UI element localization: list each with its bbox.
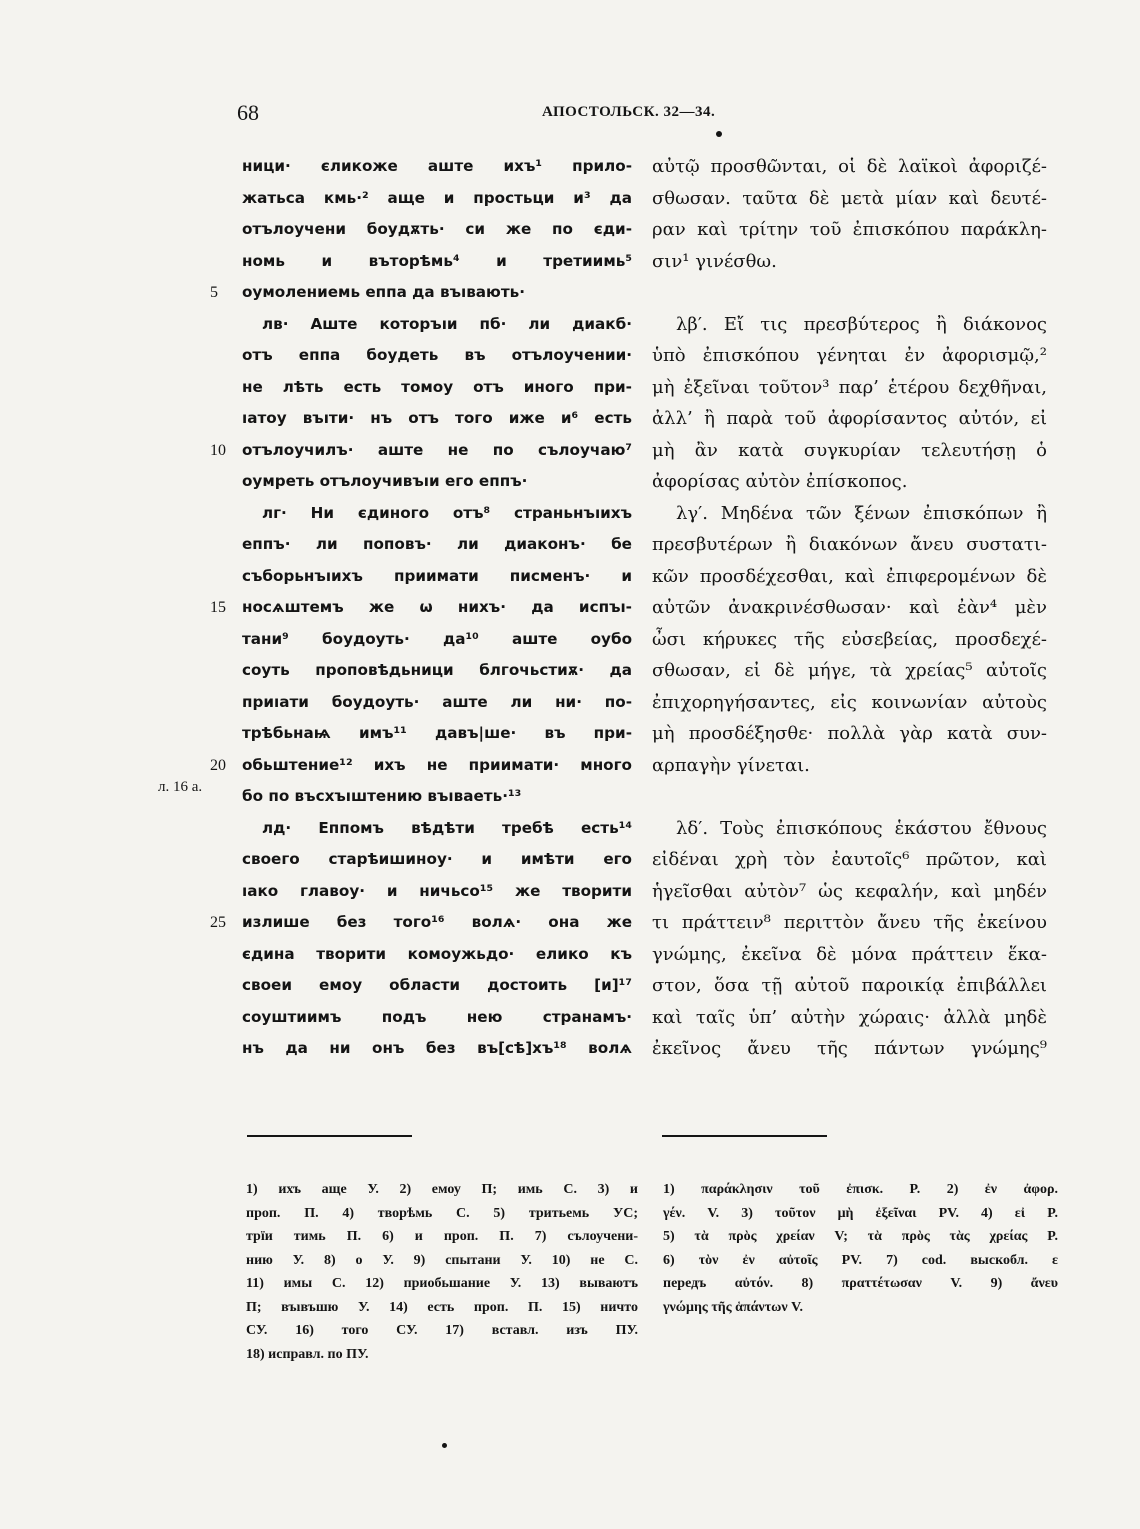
footnote-line: СУ. 16) того СУ. 17) вставл. изъ ПУ. — [246, 1323, 638, 1338]
text-line: τι πράττειν⁸ περιττὸν ἄνευ τῆς ἐκείνου — [652, 912, 1047, 933]
footnote-line: 11) имы С. 12) приобьшание У. 13) вываютъ — [246, 1276, 638, 1291]
line-number: 25 — [210, 914, 226, 931]
text-line: γνώμης, ἐκεῖνα δὲ μόνα πράττειν ἕκα- — [652, 943, 1047, 965]
text-line: носѧштемъ же ѡ нихъ· да испъı- — [242, 598, 632, 616]
text-line: оумолениемь еппа да въıвають· — [242, 283, 526, 301]
text-line: καὶ ταῖς ὑπ’ αὐτὴν χώραις· ἀλλὰ μηδὲ — [652, 1006, 1047, 1028]
text-line: излише без того¹⁶ волѧ· она же — [242, 913, 632, 931]
text-line: трѣбьнаѩ имъ¹¹ давъ|ше· въ при- — [242, 724, 632, 742]
line-number: 5 — [210, 284, 218, 301]
text-line: ἐπιχορηγήσαντες, εἰς κοινωνίαν αὐτοὺς — [652, 691, 1047, 713]
text-line: жатьса кмь·² аще и простьци и³ да — [242, 188, 632, 207]
text-line: ἐκεῖνος ἄνευ τῆς πάντων γνώμης⁹ — [652, 1038, 1047, 1059]
footnote-line: 5) τὰ πρὸς χρείαν V; τὰ πρὸς τὰς χρείας P. — [663, 1229, 1058, 1244]
text-line: не лѣть есть томоу отъ иного при- — [242, 377, 632, 396]
footnote-line: трїи тимь П. 6) и проп. П. 7) сълоучени- — [246, 1229, 638, 1244]
footnote-rule-right — [662, 1135, 827, 1137]
text-line: своего старѣишиноу· и имѣти его — [242, 850, 632, 868]
text-line: тани⁹ боудоуть· да¹⁰ аште оубо — [242, 629, 632, 648]
text-line: номь и въторѣмь⁴ и третиимь⁵ — [242, 251, 632, 270]
text-line: лд· Еппомъ вѣдѣти требѣ есть¹⁴ — [262, 818, 632, 837]
footnote-line: 18) исправл. по ПУ. — [246, 1346, 369, 1362]
text-line: σθωσαν. ταῦτα δὲ μετὰ μίαν καὶ δευτέ- — [652, 187, 1047, 209]
text-line: αρπαγὴν γίνεται. — [652, 754, 810, 776]
blank-line — [652, 781, 1047, 813]
text-line: σιν¹ γινέσθω. — [652, 250, 777, 272]
text-line: ἡγεῖσθαι αὐτὸν⁷ ὡς κεφαλήν, καὶ μηδέν — [652, 880, 1047, 902]
line-number: 20 — [210, 756, 226, 774]
text-line: лв· Аште которъıи пб· ли диакб· — [262, 314, 632, 333]
text-line: еппъ· ли поповъ· ли диаконъ· бе — [242, 535, 632, 553]
text-line: πρεσβυτέρων ἢ διακόνων ἄνευ συστατι- — [652, 534, 1047, 555]
text-line: соуть проповѣдьници блгочьстиѫ· да — [242, 661, 632, 679]
text-line: отълоучилъ· аште не по сълоучаю⁷ — [242, 440, 632, 459]
footnotes-left — [246, 1178, 638, 1366]
text-line: αὐτῶν ἀνακρινέσθωσαν· καὶ ἐὰν⁴ μὲν — [652, 597, 1047, 618]
text-line: приıати боудоуть· аште ли ни· по- — [242, 692, 632, 711]
footnote-line: нию У. 8) о У. 9) спытани У. 10) не С. — [246, 1252, 638, 1268]
blank-line — [652, 277, 1047, 309]
greek-column — [652, 151, 1047, 1065]
text-line: оумреть отълоучивъıи его еппъ· — [242, 472, 528, 490]
footnote-line: передъ αὐτόν. 8) πραττέτωσαν V. 9) ἄνευ — [663, 1276, 1058, 1291]
footnote-line: 1) παράκλησιν τοῦ ἐπισκ. P. 2) ἐν ἀφορ. — [663, 1182, 1058, 1197]
text-line: μὴ προσδέξησθε· πολλὰ γὰρ κατὰ συν- — [652, 723, 1047, 744]
line-number: 15 — [210, 599, 226, 616]
text-line: στον, ὅσα τῇ αὐτοῦ παροικίᾳ ἐπιβάλλει — [652, 975, 1047, 996]
text-line: обьштение¹² ихъ не приимати· много — [242, 755, 632, 774]
text-line: σθωσαν, εἰ δὲ μήγε, τὰ χρείας⁵ αὐτοῖς — [652, 660, 1047, 681]
text-line: нъ да ни онъ без въ[сѣ]хъ¹⁸ волѧ — [242, 1039, 632, 1057]
text-line: бо по въсхъıштению въıваеть·¹³ — [242, 787, 522, 805]
text-line: ὦσι κήρυκες τῆς εὐσεβείας, προσδεχέ- — [652, 628, 1047, 650]
line-number: 10 — [210, 441, 226, 459]
footnote-line: проп. П. 4) творѣмь С. 5) тритьемь УС; — [246, 1205, 638, 1221]
footnotes-right — [663, 1178, 1058, 1319]
text-line: соуштиимъ подъ нею странамъ· — [242, 1007, 632, 1026]
text-line: λγ′. Μηδένα τῶν ξένων ἐπισκόπων ἢ — [676, 502, 1047, 524]
text-line: єдина творити комоужьдо· елико къ — [242, 944, 632, 963]
page-number: 68 — [237, 100, 259, 125]
text-line: μὴ ἐξεῖναι τοῦτον³ παρ’ ἑτέρου δεχθῆναι, — [652, 376, 1047, 398]
text-line: отъ еппа боудеть въ отълоучении· — [242, 346, 632, 364]
text-line: κῶν προσδέχεσθαι, καὶ ἐπιφερομένων δὲ — [652, 565, 1047, 587]
text-line: λβ′. Εἴ τις πρεσβύτερος ἢ διάκονος — [676, 313, 1047, 335]
text-line: ıатоу въıти· нъ отъ того иже и⁶ есть — [242, 409, 632, 427]
text-line: лг· Ни єдиного отъ⁸ страньнъıихъ — [262, 503, 632, 522]
footnote-line: 1) ихъ аще У. 2) емоу П; имь С. 3) и — [246, 1182, 638, 1197]
text-line: ници· єликоже аште ихъ¹ прило- — [242, 157, 632, 175]
text-line: ıако главоу· и ничьсо¹⁵ же творити — [242, 881, 632, 900]
text-line: ὑπὸ ἐπισκόπου γένηται ἐν ἀφορισμῷ,² — [652, 345, 1047, 366]
footnote-line: γνώμης τῆς ἁπάντων V. — [663, 1299, 803, 1315]
text-line: μὴ ἂν κατὰ συγκυρίαν τελευτήσῃ ὁ — [652, 439, 1047, 461]
text-line: ἀφορίσας αὐτὸν ἐπίσκοπος. — [652, 471, 908, 492]
dot-mark — [716, 131, 722, 137]
slavonic-column — [242, 151, 632, 1065]
text-line: λδ′. Τοὺς ἐπισκόπους ἑκάστου ἔθνους — [676, 817, 1047, 839]
text-line: отълоучени боудѫть· си же по єди- — [242, 220, 632, 238]
footnote-line: П; въıвъшю У. 14) есть проп. П. 15) ничто — [246, 1299, 638, 1315]
dot-mark — [442, 1443, 447, 1448]
footnote-line: γέν. V. 3) τοῦτον μὴ ἐξεῖναι PV. 4) εἰ P. — [663, 1205, 1058, 1221]
text-line: своеи емоу области достоить [и]¹⁷ — [242, 976, 632, 994]
text-line: съборьнъıихъ приимати писменъ· и — [242, 566, 632, 585]
text-line: αὐτῷ προσθῶνται, οἱ δὲ λαϊκοὶ ἀφοριζέ- — [652, 156, 1047, 177]
text-line: εἰδέναι χρὴ τὸν ἐαυτοῖς⁶ πρῶτον, καὶ — [652, 849, 1047, 870]
text-line: ἀλλ’ ἢ παρὰ τοῦ ἀφορίσαντος αὐτόν, εἰ — [652, 408, 1047, 429]
footnote-line: 6) τὸν ἐν αὐτοῖς PV. 7) cod. выскобл. ε — [663, 1252, 1058, 1268]
text-line: ραν καὶ τρίτην τοῦ ἐπισκόπου παράκλη- — [652, 219, 1047, 240]
running-head: АПОСТОЛЬСК. 32—34. — [542, 104, 716, 120]
footnote-rule-left — [247, 1135, 412, 1137]
margin-note: л. 16 а. — [158, 779, 203, 795]
